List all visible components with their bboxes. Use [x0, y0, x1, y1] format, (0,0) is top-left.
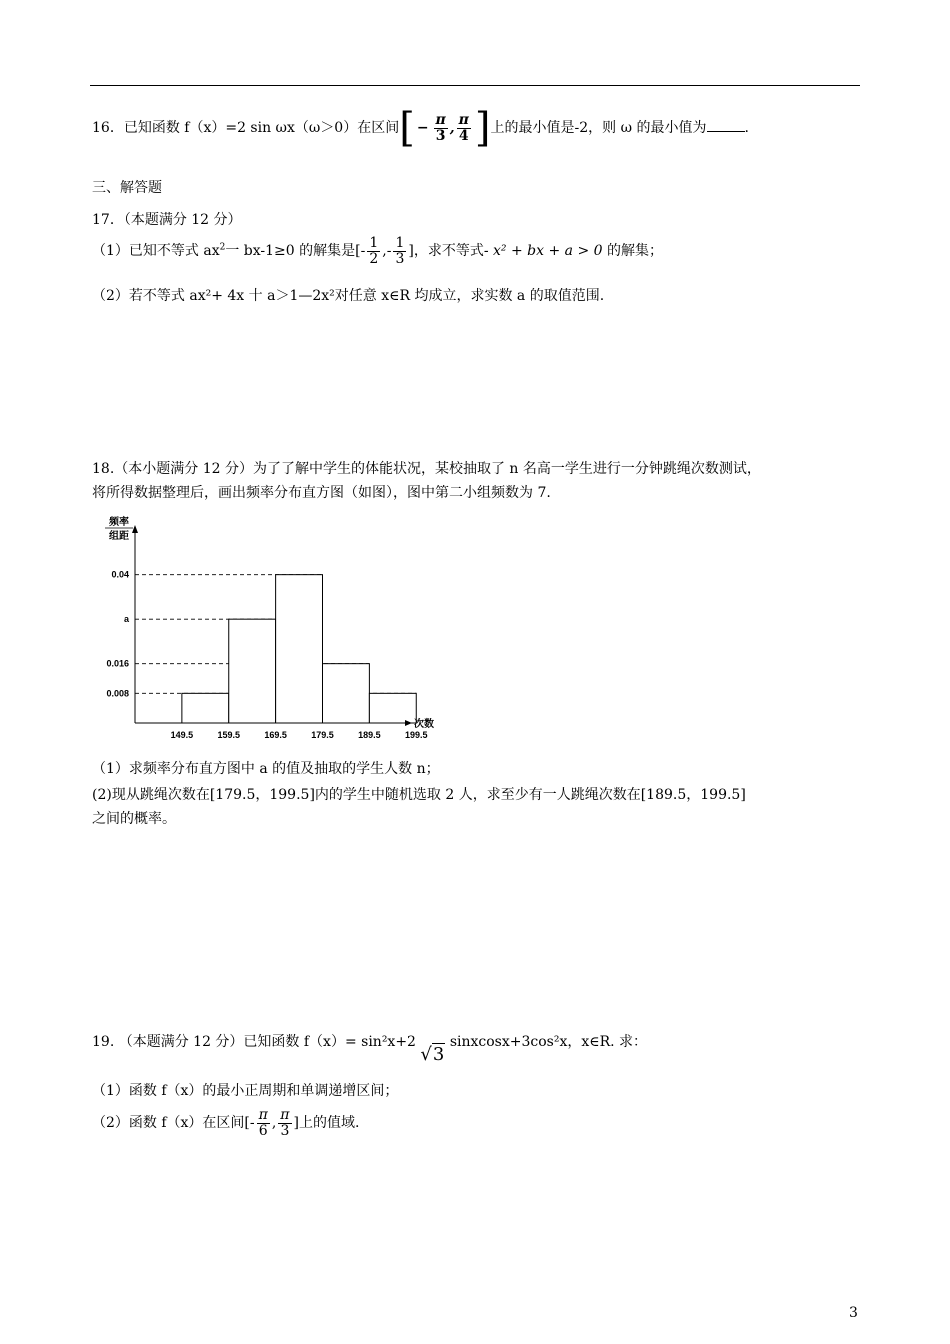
histogram-bar	[276, 575, 323, 723]
section-heading: 三、解答题	[92, 180, 162, 196]
frequency-histogram	[95, 515, 445, 745]
q18-line1: 18.（本小题满分 12 分）为了了解中学生的体能状况，某校抽取了 n 名高一学生进行一分钟跳绳次数测试，	[92, 461, 761, 477]
y-tick-label: 0.008	[106, 688, 129, 699]
q18-line2: 将所得数据整理后，画出频率分布直方图（如图），图中第二小组频数为 7.	[92, 485, 551, 501]
q18-sub3: 之间的概率。	[92, 811, 176, 827]
y-tick-label: 0.04	[111, 569, 129, 580]
histogram-bar	[323, 664, 370, 723]
sqrt-symbol: √3	[420, 1044, 445, 1065]
q17-part1: （1）已知不等式 $ax^2$一 bx-1≥0 的解集是[- $\frac{1}{2}$ ,- $\frac{1}{3}$ ]，求不等式- x² + bx + a > 0 的解集；	[92, 235, 663, 267]
q16-suffix: 上的最小值是-2，则 ω 的最小值为	[490, 120, 707, 136]
q19-sub1: （1）函数 f（x）的最小正周期和单调递增区间；	[92, 1083, 399, 1099]
x-axis-label: 次数	[414, 719, 434, 730]
page-number: 3	[849, 1305, 858, 1321]
x-tick-label: 169.5	[264, 730, 287, 740]
y-tick-label: a	[123, 614, 129, 625]
q18-sub1: （1）求频率分布直方图中 a 的值及抽取的学生人数 n；	[92, 761, 440, 777]
q19-line: 19. （本题满分 12 分）已知函数 f（x）= sin²x+2 √3 sinxcosx+3cos²x，x∈R. 求：	[92, 1034, 648, 1065]
q17-header: 17．（本题满分 12 分）	[92, 212, 242, 228]
q17-part2: （2）若不等式 ax²+ 4x 十 a＞1—2x²对任意 x∈R 均成立，求实数 a 的取值范围.	[92, 288, 605, 304]
q19-sub2: （2）函数 f（x）在区间[- $\frac{\pi}{6}$ , $\frac{\pi}{3}$ ]上的值域.	[92, 1107, 360, 1139]
x-tick-label: 199.5	[404, 730, 428, 740]
x-tick-label: 189.5	[358, 730, 381, 740]
histogram-bar	[369, 693, 416, 723]
x-tick-label: 149.5	[170, 730, 194, 740]
y-axis-arrow	[132, 525, 138, 533]
q18-sub2: (2)现从跳绳次数在[179.5，199.5]内的学生中随机选取 2 人，求至少有一人跳绳次数在[189.5，199.5]	[92, 787, 746, 803]
header-rule	[90, 85, 860, 86]
histogram-bar	[229, 619, 276, 723]
x-tick-label: 159.5	[217, 730, 241, 740]
histogram-bar	[182, 693, 229, 723]
y-label-top: 频率	[109, 517, 129, 528]
q16-prefix: 16．已知函数 f（x）=2 sin ωx（ω＞0）在区间	[92, 120, 400, 136]
q16-interval: [	[399, 105, 415, 151]
y-tick-label: 0.016	[106, 658, 129, 669]
x-tick-label: 179.5	[311, 730, 334, 740]
y-label-bottom: 组距	[109, 531, 129, 542]
answer-blank	[707, 117, 745, 132]
q16-line: 16．已知函数 f（x）=2 sin ωx（ω＞0）在区间[ − $\frac{\pi}{3}$ , $\frac{\pi}{4}$ ]上的最小值是-2，则 ω 的最小值为 .	[92, 105, 749, 151]
